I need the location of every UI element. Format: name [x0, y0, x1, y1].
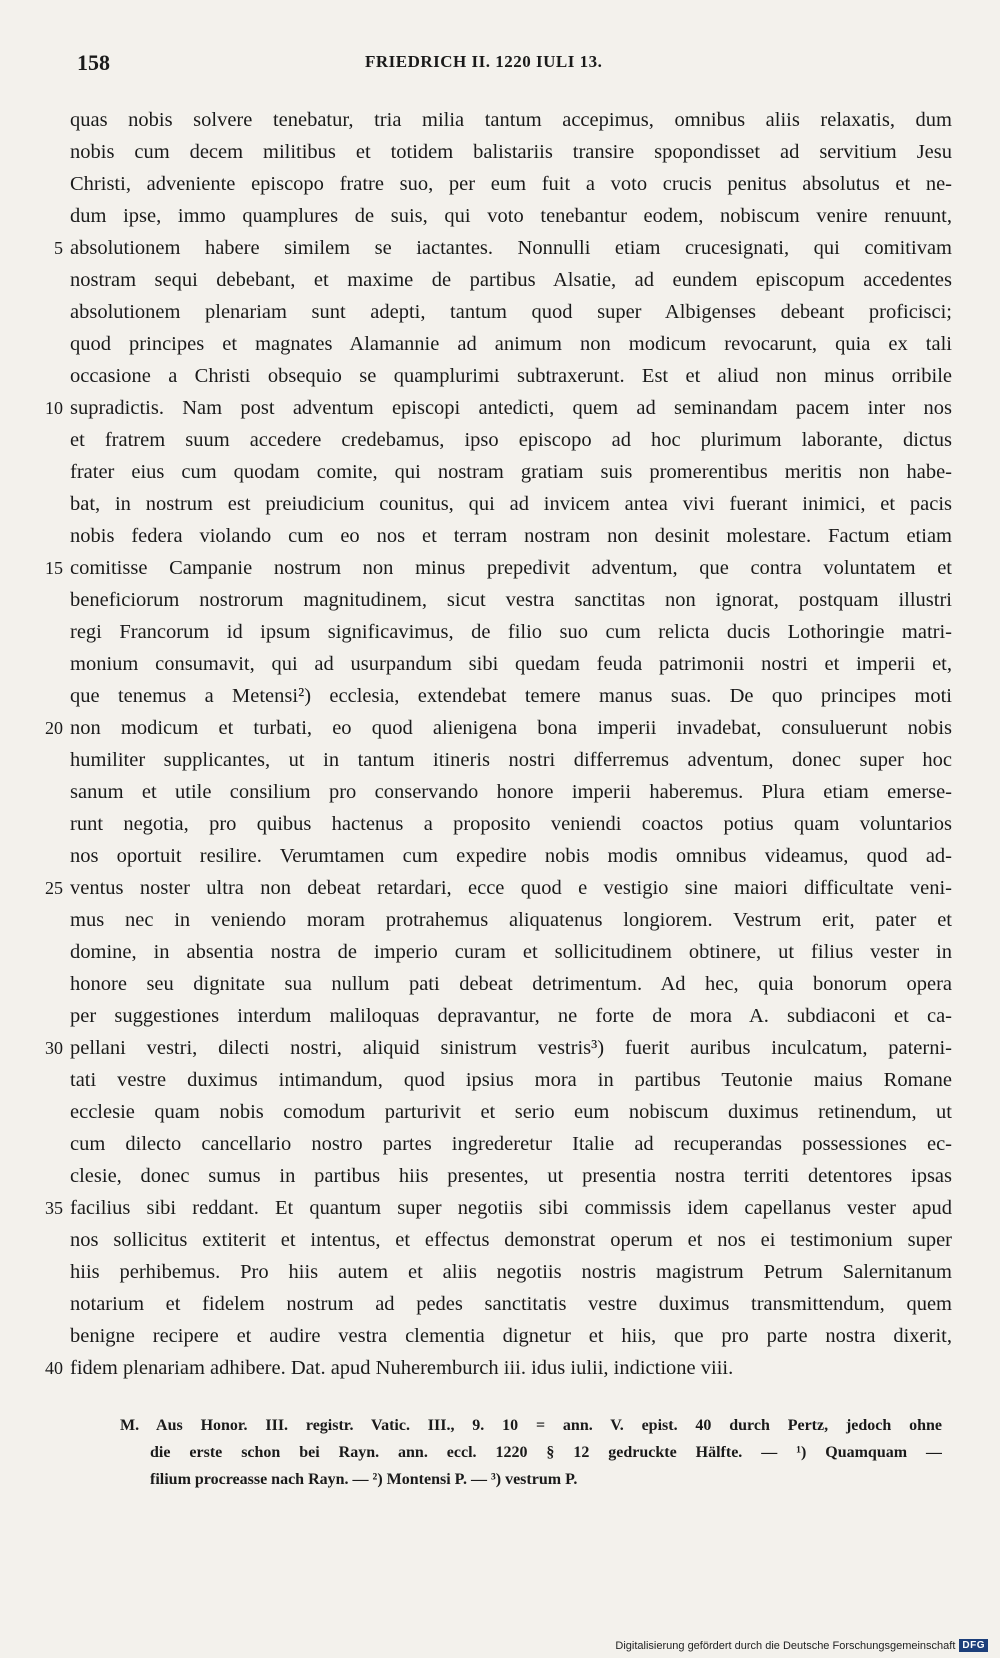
text-line — [0, 840, 1000, 872]
line-text: occasione a Christi obsequio se quamplurimi subtraxerunt. Est et aliud non minus orribile — [70, 365, 952, 387]
line-text: nobis federa violando cum eo nos et terram nostram non desinit molestare. Factum etiam — [70, 525, 952, 547]
footnote-line: filium procreasse nach Rayn. — ²) Montensi P. — ³) vestrum P. — [150, 1471, 578, 1488]
line-text: nostram sequi debebant, et maxime de partibus Alsatie, ad eundem episcopum accedentes — [70, 269, 952, 291]
line-text: que tenemus a Metensi²) ecclesia, extendebat temere manus suas. De quo principes moti — [70, 685, 952, 707]
text-line — [0, 1000, 1000, 1032]
footnote-line: M. Aus Honor. III. registr. Vatic. III., 9. 10 = ann. V. epist. 40 durch Pertz, jedoch ohne — [120, 1417, 942, 1434]
footnote-line: die erste schon bei Rayn. ann. eccl. 1220 § 12 gedruckte Hälfte. — ¹) Quamquam — — [150, 1444, 942, 1461]
digitization-credit: Digitalisierung gefördert durch die Deutsche Forschungsgemeinschaft — [615, 1639, 956, 1652]
text-line — [0, 968, 1000, 1000]
text-line — [0, 808, 1000, 840]
line-number: 35 — [45, 1198, 63, 1218]
text-line — [0, 360, 1000, 392]
text-line — [0, 168, 1000, 200]
text-line — [0, 584, 1000, 616]
line-text: frater eius cum quodam comite, qui nostram gratiam suis promerentibus meritis non habe- — [70, 461, 952, 483]
line-text: comitisse Campanie nostrum non minus prepedivit adventum, que contra voluntatem et — [70, 557, 952, 579]
line-text: nos oportuit resilire. Verumtamen cum expedire nobis modis omnibus videamus, quod ad- — [70, 845, 952, 867]
text-line — [0, 936, 1000, 968]
page-footer — [615, 1639, 988, 1652]
line-text: mus nec in veniendo moram protrahemus aliquatenus longiorem. Vestrum erit, pater et — [70, 909, 952, 931]
text-line — [0, 1256, 1000, 1288]
line-text: hiis perhibemus. Pro hiis autem et aliis negotiis nostris magistrum Petrum Salernitanum — [70, 1261, 952, 1283]
line-text: cum dilecto cancellario nostro partes ingrederetur Italie ad recuperandas possessiones ec- — [70, 1133, 952, 1155]
text-line — [0, 680, 1000, 712]
line-text: benigne recipere et audire vestra clementia dignetur et hiis, que pro parte nostra dixerit, — [70, 1325, 952, 1347]
line-text: honore seu dignitate sua nullum pati debeat detrimentum. Ad hec, quia bonorum opera — [70, 973, 952, 995]
text-line — [0, 136, 1000, 168]
line-text: absolutionem plenariam sunt adepti, tantum quod super Albigenses debeant proficisci; — [70, 301, 952, 323]
text-line — [0, 552, 1000, 584]
text-line — [0, 1160, 1000, 1192]
page-header — [75, 50, 955, 80]
text-line — [0, 200, 1000, 232]
line-text: et fratrem suum accedere credebamus, ipso episcopo ad hoc plurimum laborante, dictus — [70, 429, 952, 451]
line-text: monium consumavit, qui ad usurpandum sibi quedam feuda patrimonii nostri et imperii et, — [70, 653, 952, 675]
line-text: pellani vestri, dilecti nostri, aliquid sinistrum vestris³) fuerit auribus inculcatum, paterni- — [70, 1037, 952, 1059]
text-line — [0, 264, 1000, 296]
line-number: 15 — [45, 558, 63, 578]
line-number: 10 — [45, 398, 63, 418]
document-body — [0, 104, 1000, 1384]
text-line — [0, 744, 1000, 776]
text-line — [0, 328, 1000, 360]
line-text: sanum et utile consilium pro conservando honore imperii haberemus. Plura etiam emerse- — [70, 781, 952, 803]
footnotes — [120, 1412, 942, 1493]
text-line — [0, 1288, 1000, 1320]
line-text: per suggestiones interdum maliloquas depravantur, ne forte de mora A. subdiaconi et ca- — [70, 1005, 952, 1027]
text-line — [0, 648, 1000, 680]
text-line — [0, 616, 1000, 648]
text-line — [0, 232, 1000, 264]
line-text: notarium et fidelem nostrum ad pedes sanctitatis vestre duximus transmittendum, quem — [70, 1293, 952, 1315]
text-line — [0, 104, 1000, 136]
line-text: quod principes et magnates Alamannie ad animum non modicum revocarunt, quia ex tali — [70, 333, 952, 355]
dfg-logo: DFG — [959, 1639, 988, 1652]
text-line — [0, 872, 1000, 904]
line-number: 5 — [54, 238, 63, 258]
running-head: FRIEDRICH II. 1220 IULI 13. — [365, 52, 603, 71]
line-text: ecclesie quam nobis comodum parturivit et serio eum nobiscum duximus retinendum, ut — [70, 1101, 952, 1123]
line-text: beneficiorum nostrorum magnitudinem, sicut vestra sanctitas non ignorat, postquam illustri — [70, 589, 952, 611]
text-line — [0, 424, 1000, 456]
text-line — [0, 1192, 1000, 1224]
line-text: fidem plenariam adhibere. Dat. apud Nuheremburch iii. idus iulii, indictione viii. — [70, 1357, 734, 1379]
line-number: 20 — [45, 718, 63, 738]
line-text: humiliter supplicantes, ut in tantum itineris nostri differremus adventum, donec super hoc — [70, 749, 952, 771]
line-text: tati vestre duximus intimandum, quod ipsius mora in partibus Teutonie maius Romane — [70, 1069, 952, 1091]
line-text: clesie, donec sumus in partibus hiis presentes, ut presentia nostra territi detentores ipsas — [70, 1165, 952, 1187]
text-line — [0, 456, 1000, 488]
text-line — [0, 296, 1000, 328]
text-line — [0, 1032, 1000, 1064]
line-text: quas nobis solvere tenebatur, tria milia tantum accepimus, omnibus aliis relaxatis, dum — [70, 109, 952, 131]
line-text: non modicum et turbati, eo quod alienigena bona imperii invadebat, consuluerunt nobis — [70, 717, 952, 739]
text-line — [0, 1096, 1000, 1128]
text-line — [0, 776, 1000, 808]
line-text: domine, in absentia nostra de imperio curam et sollicitudinem obtinere, ut filius vester in — [70, 941, 952, 963]
text-line — [0, 520, 1000, 552]
text-line — [0, 904, 1000, 936]
text-line — [0, 712, 1000, 744]
line-text: dum ipse, immo quamplures de suis, qui voto tenebantur eodem, nobiscum venire renuunt, — [70, 205, 952, 227]
line-text: supradictis. Nam post adventum episcopi antedicti, quem ad seminandam pacem inter nos — [70, 397, 952, 419]
line-text: Christi, adveniente episcopo fratre suo, per eum fuit a voto crucis penitus absolutus et ne- — [70, 173, 952, 195]
line-number: 40 — [45, 1358, 63, 1378]
page-number: 158 — [77, 50, 110, 75]
line-text: absolutionem habere similem se iactantes. Nonnulli etiam crucesignati, qui comitivam — [70, 237, 952, 259]
text-line — [0, 1128, 1000, 1160]
line-number: 30 — [45, 1038, 63, 1058]
line-text: runt negotia, pro quibus hactenus a proposito veniendi coactos potius quam voluntarios — [70, 813, 952, 835]
text-line — [0, 392, 1000, 424]
line-number: 25 — [45, 878, 63, 898]
line-text: nos sollicitus extiterit et intentus, et effectus demonstrat operum et nos ei testimonium super — [70, 1229, 952, 1251]
text-line — [0, 1352, 1000, 1384]
text-line — [0, 1064, 1000, 1096]
line-text: ventus noster ultra non debeat retardari, ecce quod e vestigio sine maiori difficultate veni- — [70, 877, 952, 899]
line-text: nobis cum decem militibus et totidem balistariis transire spopondisset ad servitium Jesu — [70, 141, 952, 163]
line-text: facilius sibi reddant. Et quantum super negotiis sibi commissis idem capellanus vester apud — [70, 1197, 952, 1219]
line-text: bat, in nostrum est preiudicium counitus, qui ad invicem antea vivi fuerant inimici, et pacis — [70, 493, 952, 515]
text-line — [0, 1224, 1000, 1256]
text-line — [0, 488, 1000, 520]
text-line — [0, 1320, 1000, 1352]
line-text: regi Francorum id ipsum significavimus, de filio suo cum relicta ducis Lothoringie matri- — [70, 621, 952, 643]
